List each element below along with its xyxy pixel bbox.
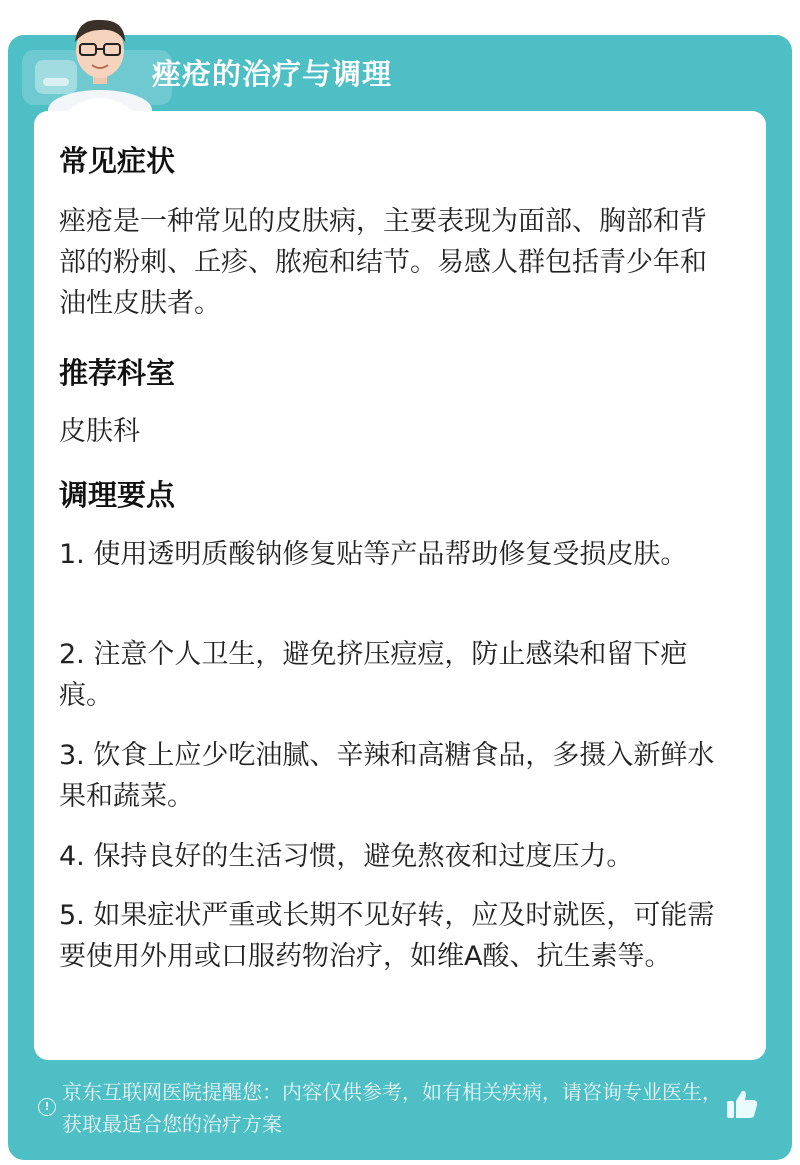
page-title: 痤疮的治疗与调理 xyxy=(152,57,393,91)
article-card xyxy=(34,111,766,1060)
care-item-2: 2. 注意个人卫生，避免挤压痘痘，防止感染和留下疤痕。 xyxy=(59,639,688,711)
care-item-4: 4. 保持良好的生活习惯，避免熬夜和过度压力。 xyxy=(59,841,634,872)
doctor-avatar xyxy=(45,8,155,113)
department-text: 皮肤科 xyxy=(59,416,140,447)
section-heading-symptoms: 常见症状 xyxy=(59,144,176,178)
info-circle-icon: ! xyxy=(38,1098,56,1116)
section-heading-department: 推荐科室 xyxy=(59,356,176,390)
thumbs-up-icon[interactable] xyxy=(724,1086,760,1122)
care-item-5: 5. 如果症状严重或长期不见好转，应及时就医，可能需要使用外用或口服药物治疗，如维A酸、抗生素等。 xyxy=(59,900,715,972)
care-item-3: 3. 饮食上应少吃油腻、辛辣和高糖食品，多摄入新鲜水果和蔬菜。 xyxy=(59,740,715,812)
care-item-1: 1. 使用透明质酸钠修复贴等产品帮助修复受损皮肤。 xyxy=(59,539,688,570)
section-heading-care: 调理要点 xyxy=(59,478,176,512)
symptoms-text: 痤疮是一种常见的皮肤病，主要表现为面部、胸部和背部的粉刺、丘疹、脓疱和结节。易感人群包括青少年和油性皮肤者。 xyxy=(59,206,707,319)
footer-notice: 京东互联网医院提醒您：内容仅供参考，如有相关疾病，请咨询专业医生，获取最适合您的治疗方案 xyxy=(62,1080,722,1136)
